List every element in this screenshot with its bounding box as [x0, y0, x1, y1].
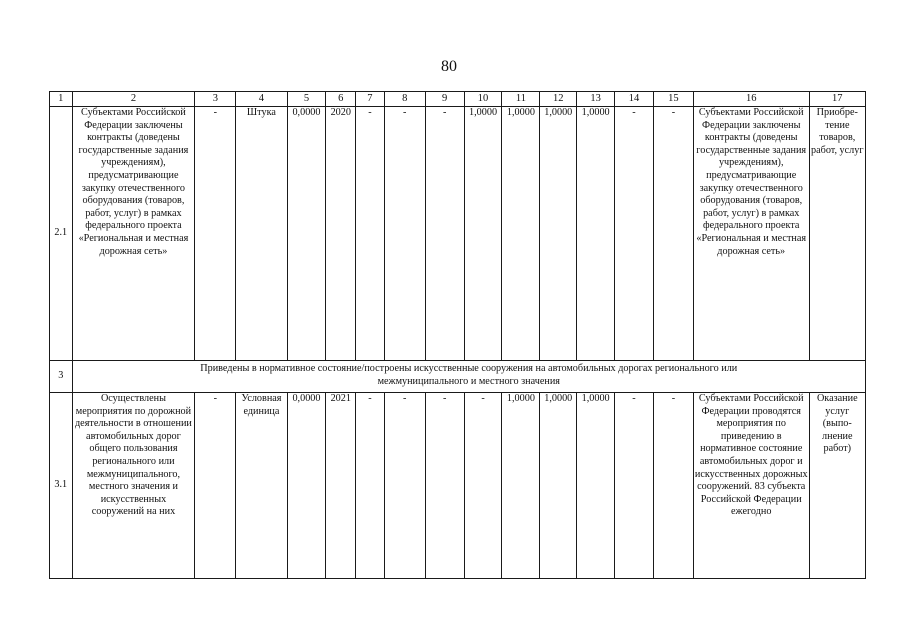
- table-cell: -: [356, 107, 385, 361]
- table-cell: -: [425, 393, 464, 579]
- section-title: Приведены в нормативное состояние/построены искусственные сооружения на автомобильных дорогах регионального или межмуниципального и местного значения: [72, 361, 865, 393]
- characteristic-cell: Субъектами Российской Федерации проводятся мероприятия по приведению в нормативное состояние автомобильных дорог и искусственных дорожных сооружений. 83 субъекта Российской Федерации ежегодно: [693, 393, 809, 579]
- table-cell: 1,0000: [464, 107, 502, 361]
- table-cell: -: [653, 107, 693, 361]
- row-number: 2.1: [50, 107, 73, 361]
- indicator-description: Субъектами Российской Федерации заключены контракты (доведены государственные задания учреждениям), предусматривающие закупку отечественного оборудования (товаров, работ, услуг) в рамках федерального проекта «Региональная и местная дорожная сеть»: [72, 107, 195, 361]
- table-cell: -: [195, 107, 236, 361]
- table-cell: -: [384, 107, 425, 361]
- table-cell: 1,0000: [577, 107, 615, 361]
- base-value-cell: 0,0000: [287, 107, 326, 361]
- indicator-table: [49, 91, 866, 579]
- header-cell: 4: [236, 92, 287, 107]
- base-value-cell: 0,0000: [287, 393, 326, 579]
- header-cell: 7: [356, 92, 385, 107]
- table-cell: -: [384, 393, 425, 579]
- type-cell: Приобре-тение товаров, работ, услуг: [809, 107, 865, 361]
- header-cell: 15: [653, 92, 693, 107]
- table-cell: -: [464, 393, 502, 579]
- type-cell: Оказание услуг (выпо-лнение работ): [809, 393, 865, 579]
- indicator-description: Осуществлены мероприятия по дорожной деятельности в отношении автомобильных дорог общего пользования регионального или межмуниципального, местного значения и искусственных сооружений на них: [72, 393, 195, 579]
- header-cell: 10: [464, 92, 502, 107]
- table-cell: 1,0000: [540, 393, 577, 579]
- header-cell: 3: [195, 92, 236, 107]
- unit-cell: Условная единица: [236, 393, 287, 579]
- table-cell: -: [615, 393, 654, 579]
- page-number: 80: [441, 58, 457, 75]
- table-row: [50, 393, 866, 579]
- header-cell: 16: [693, 92, 809, 107]
- header-cell: 11: [502, 92, 540, 107]
- header-row: [50, 92, 866, 107]
- base-year-cell: 2021: [326, 393, 356, 579]
- table-cell: -: [195, 393, 236, 579]
- header-cell: 13: [577, 92, 615, 107]
- table-cell: -: [653, 393, 693, 579]
- header-cell: 9: [425, 92, 464, 107]
- table-cell: -: [425, 107, 464, 361]
- table-cell: 1,0000: [502, 393, 540, 579]
- unit-cell: Штука: [236, 107, 287, 361]
- row-number: 3.1: [50, 393, 73, 579]
- header-cell: 8: [384, 92, 425, 107]
- header-cell: 1: [50, 92, 73, 107]
- base-year-cell: 2020: [326, 107, 356, 361]
- header-cell: 17: [809, 92, 865, 107]
- section-row: [50, 361, 866, 393]
- section-number: 3: [50, 361, 73, 393]
- header-cell: 5: [287, 92, 326, 107]
- header-cell: 6: [326, 92, 356, 107]
- table-row: [50, 107, 866, 361]
- header-cell: 12: [540, 92, 577, 107]
- characteristic-cell: Субъектами Российской Федерации заключены контракты (доведены государственные задания учреждениям), предусматривающие закупку отечественного оборудования (товаров, работ, услуг) в рамках федерального проекта «Региональная и местная дорожная сеть»: [693, 107, 809, 361]
- table-cell: -: [356, 393, 385, 579]
- table-cell: -: [615, 107, 654, 361]
- header-cell: 14: [615, 92, 654, 107]
- table-cell: 1,0000: [577, 393, 615, 579]
- table-cell: 1,0000: [502, 107, 540, 361]
- table-cell: 1,0000: [540, 107, 577, 361]
- header-cell: 2: [72, 92, 195, 107]
